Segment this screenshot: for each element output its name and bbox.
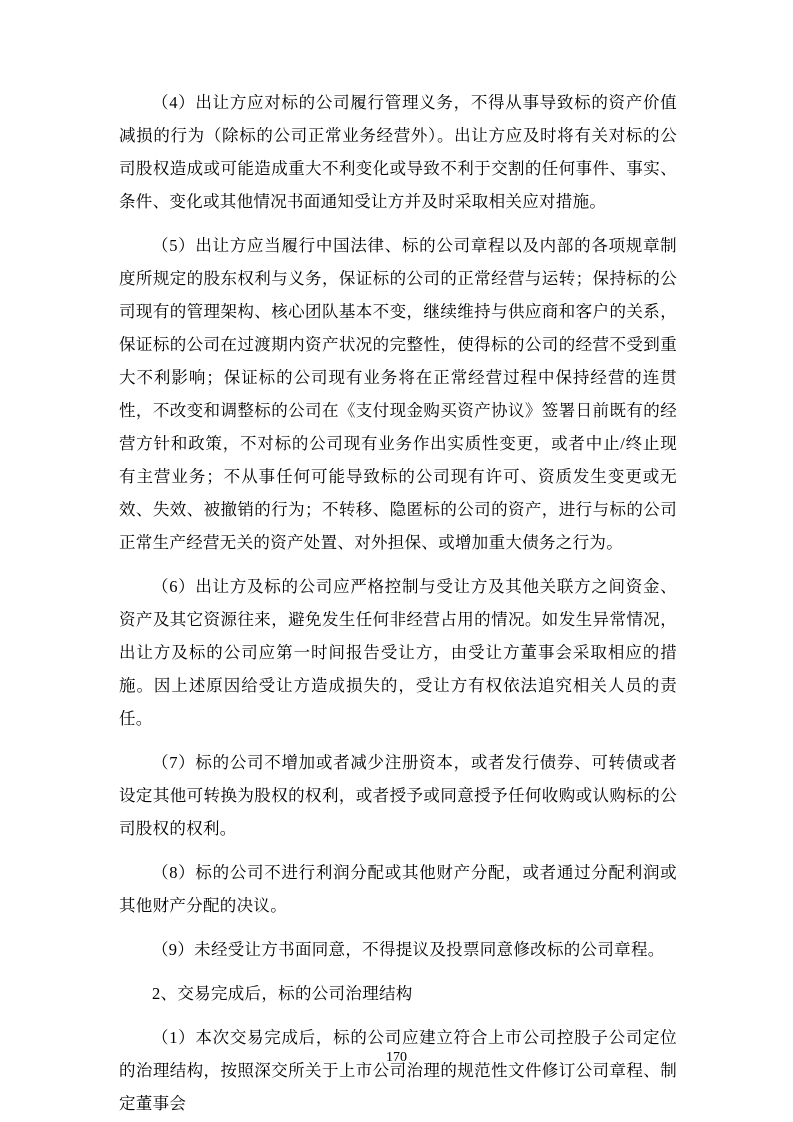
document-body [119, 86, 677, 1122]
paragraph-item-4: （4）出让方应对标的公司履行管理义务，不得从事导致标的资产价值减损的行为（除标的公司正常业务经营外）。出让方应及时将有关对标的公司股权造成或可能造成重大不利变化或导致不利于交割的任何事件、事实、条件、变化或其他情况书面通知受让方并及时采取相关应对措施。 [119, 93, 677, 211]
paragraph-item-5: （5）出让方应当履行中国法律、标的公司章程以及内部的各项规章制度所规定的股东权利与义务，保证标的公司的正常经营与运转；保持标的公司现有的管理架构、核心团队基本不变，继续维持与供应商和客户的关系，保证标的公司在过渡期内资产状况的完整性，使得标的公司的经营不受到重大不利影响；保证标的公司现有业务将在正常经营过程中保持经营的连贯性，不改变和调整标的公司在《支付现金购买资产协议》签署日前既有的经营方针和政策，不对标的公司现有业务作出实质性变更，或者中止/终止现有主营业务；不从事任何可能导致标的公司现有许可、资质发生变更或无效、失效、被撤销的行为；不转移、隐匿标的公司的资产，进行与标的公司正常生产经营无关的资产处置、对外担保、或增加重大债务之行为。 [119, 236, 677, 552]
paragraph-item-9: （9）未经受让方书面同意，不得提议及投票同意修改标的公司章程。 [152, 940, 665, 959]
section-heading-governance: 2、交易完成后，标的公司治理结构 [152, 984, 413, 1003]
paragraph-item-6: （6）出让方及标的公司应严格控制与受让方及其他关联方之间资金、资产及其它资源往来，避免发生任何非经营占用的情况。如发生异常情况，出让方及标的公司应第一时间报告受让方，由受让方董事会采取相应的措施。因上述原因给受让方造成损失的，受让方有权依法追究相关人员的责任。 [119, 577, 677, 728]
page-number: 170 [386, 1050, 407, 1065]
paragraph-item-7: （7）标的公司不增加或者减少注册资本，或者发行债券、可转债或者设定其他可转换为股权的权利，或者授予或同意授予任何收购或认购标的公司股权的权利。 [119, 753, 677, 838]
paragraph-item-1: （1）本次交易完成后，标的公司应建立符合上市公司控股子公司定位的治理结构，按照深交所关于上市公司治理的规范性文件修订公司章程、制定董事会 [119, 1028, 677, 1113]
paragraph-item-8: （8）标的公司不进行利润分配或其他财产分配，或者通过分配利润或其他财产分配的决议。 [119, 863, 677, 915]
